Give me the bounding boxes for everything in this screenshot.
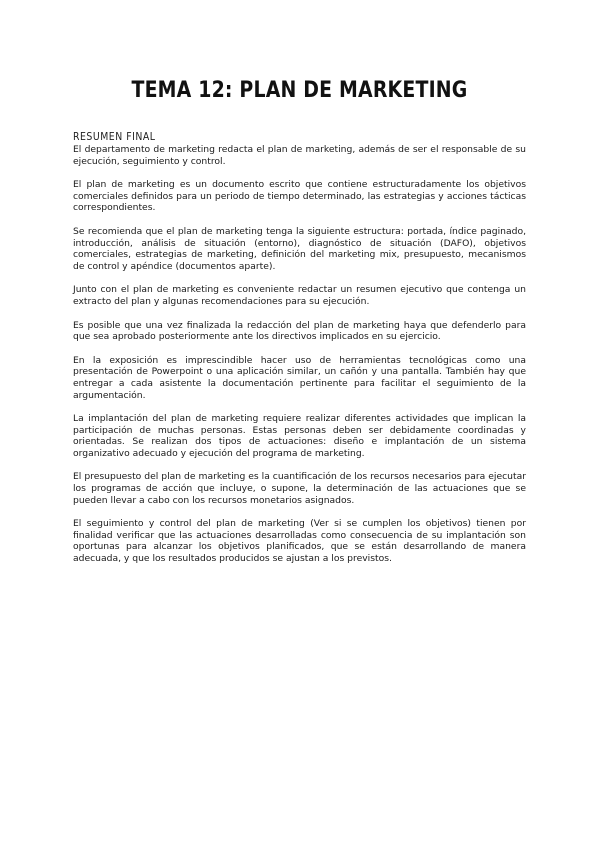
paragraph-4: Junto con el plan de marketing es conveniente redactar un resumen ejecutivo que contenga un extracto del plan y algunas recomendaciones para su ejecución. [73,284,526,307]
paragraph-5: Es posible que una vez finalizada la redacción del plan de marketing haya que defenderlo para que sea aprobado posteriormente ante los directivos implicados en su ejercicio. [73,319,526,343]
paragraph-9: El seguimiento y control del plan de marketing (Ver si se cumplen los objetivos) tienen por finalidad verificar que las actuaciones desarrolladas como consecuencia de su implantación son oportunas para alcanzar los objetivos planificados, que se están desarrollando de manera adecuada, y que los resultados producidos se ajustan a los previstos. [73,518,526,565]
paragraph-8: El presupuesto del plan de marketing es la cuantificación de los recursos necesarios para ejecutar los programas de acción que incluye, o supone, la determinación de las actuaciones que se pueden llevar a cabo con los recursos monetarios asignados. [73,471,526,506]
document-body [73,144,526,565]
paragraph-7: La implantación del plan de marketing requiere realizar diferentes actividades que implican la participación de muchas personas. Estas personas deben ser debidamente coordinadas y orientadas. Se realizan dos tipos de actuaciones: diseño e implantación de un sistema organizativo adecuado y ejecución del programa de marketing. [73,413,526,459]
paragraph-3: Se recomienda que el plan de marketing tenga la siguiente estructura: portada, índice paginado, introducción, análisis de situación (entorno), diagnóstico de situación (DAFO), objetivos comerciales, estrategias de marketing, definición del marketing mix, presupuesto, mecanismos de control y apéndice (documentos aparte). [73,225,526,272]
paragraph-2: El plan de marketing es un documento escrito que contiene estructuradamente los objetivos comerciales definidos para un periodo de tiempo determinado, las estrategias y acciones tácticas correspondientes. [73,179,526,214]
document-title: TEMA 12: PLAN DE MARKETING [131,78,468,103]
paragraph-1: El departamento de marketing redacta el plan de marketing, además de ser el responsable de su ejecución, seguimiento y control. [73,144,526,167]
paragraph-6: En la exposición es imprescindible hacer uso de herramientas tecnológicas como una presentación de Powerpoint o una aplicación similar, un cañón y una pantalla. También hay que entregar a cada asistente la documentación pertinente para facilitar el seguimiento de la argumentación. [73,354,526,401]
section-heading: RESUMEN FINAL [73,130,156,143]
